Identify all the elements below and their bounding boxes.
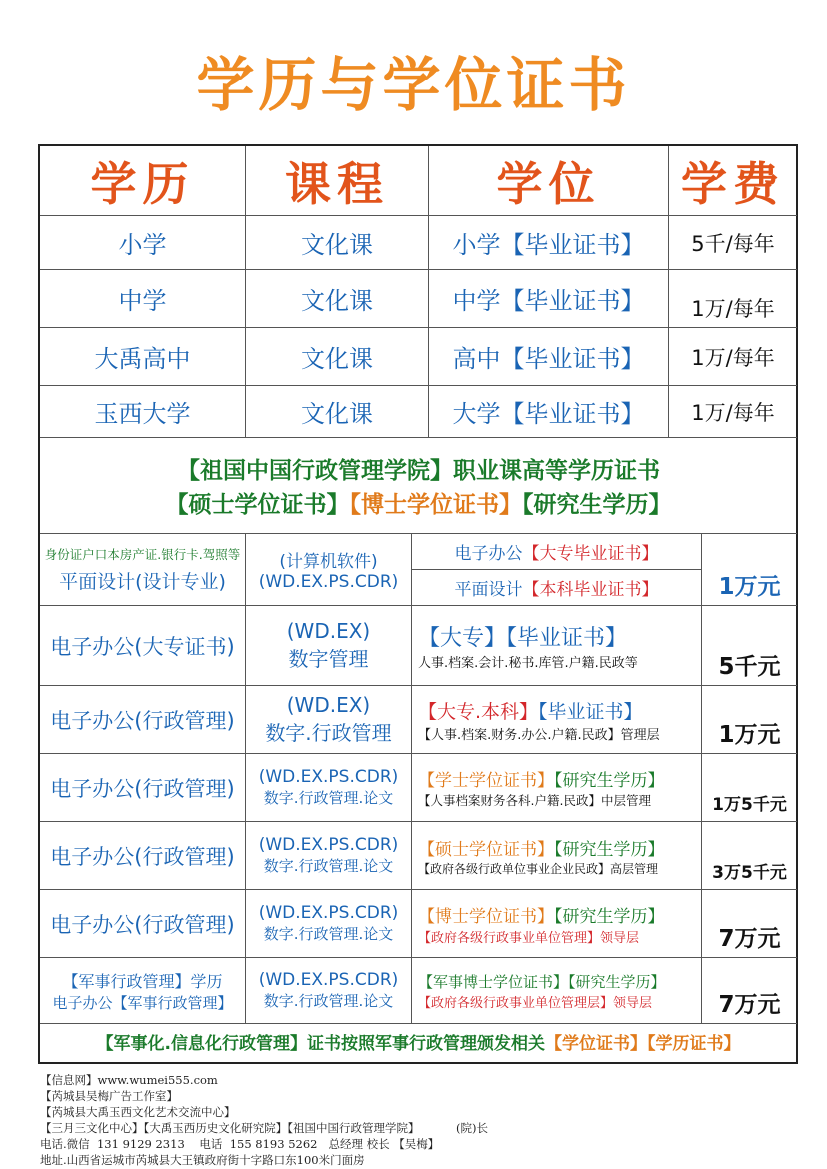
row1-deg2-a: 平面设计 — [454, 580, 523, 600]
row6-deg-b: 【政府各级行政事业单位管理】领导层 — [418, 930, 640, 946]
row4-deg-a: 【学士学位证书】 — [418, 771, 554, 791]
banner1-line1-a: 【祖国中国行政管理学院】 — [177, 458, 453, 484]
row4-course-b: 数字.行政管理.论文 — [263, 789, 394, 807]
row2-course-b: 数字管理 — [288, 647, 369, 671]
row7-name-b: 电子办公【军事行政管理】 — [52, 993, 233, 1012]
row2-fee: 5千元 — [702, 606, 797, 686]
banner1-line1-b: 职业课高等学历证书 — [453, 458, 660, 484]
row1-fee: 1万元 — [702, 534, 797, 606]
basic-row-3-level: 大禹高中 — [40, 328, 246, 386]
row7-course-b: 数字.行政管理.论文 — [263, 992, 394, 1010]
row5-course-b: 数字.行政管理.论文 — [263, 857, 394, 875]
basic-row-1-course: 文化课 — [246, 216, 429, 270]
header-fee: 学费 — [669, 146, 797, 216]
basic-row-4-fee: 1万/每年 — [669, 386, 797, 438]
row6-course-b: 数字.行政管理.论文 — [263, 925, 394, 943]
row7-fee: 7万元 — [702, 958, 797, 1024]
basic-row-4-level: 玉西大学 — [40, 386, 246, 438]
banner1-line2-c: 【研究生学历】 — [522, 492, 672, 518]
row3-fee: 1万元 — [702, 686, 797, 754]
row2-name: 电子办公(大专证书) — [40, 606, 246, 686]
page-title: 学历与学位证书 — [196, 51, 631, 119]
row3-deg-b: 【人事.档案.财务.办公.户籍.民政】管理层 — [418, 727, 660, 743]
row4-deg-a2: 【研究生学历】 — [554, 771, 665, 791]
row3-name: 电子办公(行政管理) — [40, 686, 246, 754]
row3-deg-a2: 【毕业证书】 — [538, 700, 643, 723]
row6-deg-a2: 【研究生学历】 — [554, 906, 665, 927]
row4-name: 电子办公(行政管理) — [40, 754, 246, 822]
row4-deg-b: 【人事档案财务各科.户籍.民政】中层管理 — [418, 793, 651, 808]
footer-line-6: 地址.山西省运城市芮城县大王镇政府街十字路口东100米门面房 — [40, 1153, 365, 1167]
banner1-line2-a: 【硕士学位证书】 — [165, 492, 350, 518]
row7-name — [40, 958, 246, 1024]
banner2-c: 【学位证书】 — [544, 1034, 647, 1054]
basic-row-1-level: 小学 — [40, 216, 246, 270]
row1-deg2-b: 【本科毕业证书】 — [522, 580, 659, 600]
banner1-line2-b: 【博士学位证书】 — [349, 492, 522, 518]
row6-name: 电子办公(行政管理) — [40, 890, 246, 958]
row1-title: 平面设计(设计专业) — [59, 571, 226, 593]
basic-row-2-level: 中学 — [40, 270, 246, 328]
row3-deg-a: 【大专.本科】 — [418, 700, 539, 723]
footer-line-5: 电话.微信 131 9129 2313 电话 155 8193 5262 总经理 校长 【吴梅】 — [40, 1137, 440, 1151]
footer-contact — [40, 1072, 488, 1168]
row5-deg-b: 【政府各级行政单位事业企业民政】高层管理 — [418, 861, 659, 876]
row5-deg-a: 【硕士学位证书】 — [418, 839, 554, 860]
institute-banner — [40, 438, 797, 534]
basic-row-3-course: 文化课 — [246, 328, 429, 386]
row7-deg-a: 【军事博士学位证书】 — [418, 972, 569, 991]
basic-row-2-course: 文化课 — [246, 270, 429, 328]
row6-deg-a: 【博士学位证书】 — [418, 906, 554, 927]
row7-deg-b: 【政府各级行政事业单位管理层】领导层 — [418, 995, 653, 1011]
row6-fee: 7万元 — [702, 890, 797, 958]
header-degree: 学位 — [429, 146, 669, 216]
row6-course-a: (WD.EX.PS.CDR) — [258, 903, 399, 923]
basic-row-2-degree: 中学【毕业证书】 — [429, 270, 669, 328]
basic-row-4-degree: 大学【毕业证书】 — [429, 386, 669, 438]
row7-name-a: 【军事行政管理】学历 — [62, 971, 223, 991]
row1-degree-1 — [412, 534, 702, 570]
row7-deg-a2: 【研究生学历】 — [568, 972, 666, 991]
basic-row-2-fee: 1万/每年 — [669, 270, 797, 328]
row6-degree — [412, 890, 702, 958]
row1-deg1-a: 电子办公 — [454, 544, 523, 564]
banner2-d: 【学历证书】 — [646, 1034, 741, 1054]
footer-line-1: 【信息网】www.wumei555.com — [40, 1073, 218, 1087]
row3-degree — [412, 686, 702, 754]
row2-deg-a: 【大专】【毕业证书】 — [418, 625, 628, 651]
header-education: 学历 — [40, 146, 246, 216]
row5-degree — [412, 822, 702, 890]
row2-course — [246, 606, 412, 686]
row1-name — [40, 534, 246, 606]
row7-degree — [412, 958, 702, 1024]
banner2-a: 【军事化.信息化行政管理】 — [96, 1034, 307, 1054]
row5-course — [246, 822, 412, 890]
row1-course-b: (WD.EX.PS.CDR) — [258, 572, 399, 592]
military-banner — [40, 1024, 797, 1064]
row3-course — [246, 686, 412, 754]
row5-name: 电子办公(行政管理) — [40, 822, 246, 890]
row2-course-a: (WD.EX) — [286, 619, 371, 643]
basic-row-4-course: 文化课 — [246, 386, 429, 438]
basic-row-1-fee: 5千/每年 — [669, 216, 797, 270]
row1-note: 身份证户口本房产证.银行卡.驾照等 — [44, 547, 241, 562]
footer-line-3: 【芮城县大禹玉西文化艺术交流中心】 — [40, 1105, 236, 1119]
footer-line-4: 【三月三文化中心】【大禹玉西历史文化研究院】【祖国中国行政管理学院】 (院)长 — [40, 1121, 489, 1135]
row3-course-b: 数字.行政管理 — [265, 721, 392, 745]
main-table — [38, 144, 798, 1064]
row1-deg1-b: 【大专毕业证书】 — [522, 544, 659, 564]
row4-degree — [412, 754, 702, 822]
row4-fee: 1万5千元 — [702, 754, 797, 822]
row3-course-a: (WD.EX) — [286, 693, 371, 717]
row2-degree — [412, 606, 702, 686]
row4-course-a: (WD.EX.PS.CDR) — [258, 767, 399, 787]
footer-line-2: 【芮城县吴梅广告工作室】 — [40, 1089, 178, 1103]
banner2-b: 证书按照军事行政管理颁发相关 — [306, 1034, 545, 1054]
basic-row-3-degree: 高中【毕业证书】 — [429, 328, 669, 386]
row6-course — [246, 890, 412, 958]
row4-course — [246, 754, 412, 822]
row5-course-a: (WD.EX.PS.CDR) — [258, 835, 399, 855]
row7-course-a: (WD.EX.PS.CDR) — [258, 970, 399, 990]
row7-course — [246, 958, 412, 1024]
basic-row-1-degree: 小学【毕业证书】 — [429, 216, 669, 270]
header-course: 课程 — [246, 146, 429, 216]
row1-course-a: (计算机软件) — [279, 552, 378, 572]
row1-course — [246, 534, 412, 606]
basic-row-3-fee: 1万/每年 — [669, 328, 797, 386]
row2-deg-b: 人事.档案.会计.秘书.库管.户籍.民政等 — [418, 655, 638, 671]
row5-deg-a2: 【研究生学历】 — [554, 839, 665, 860]
row5-fee: 3万5千元 — [702, 822, 797, 890]
row1-degree-2 — [412, 570, 702, 606]
